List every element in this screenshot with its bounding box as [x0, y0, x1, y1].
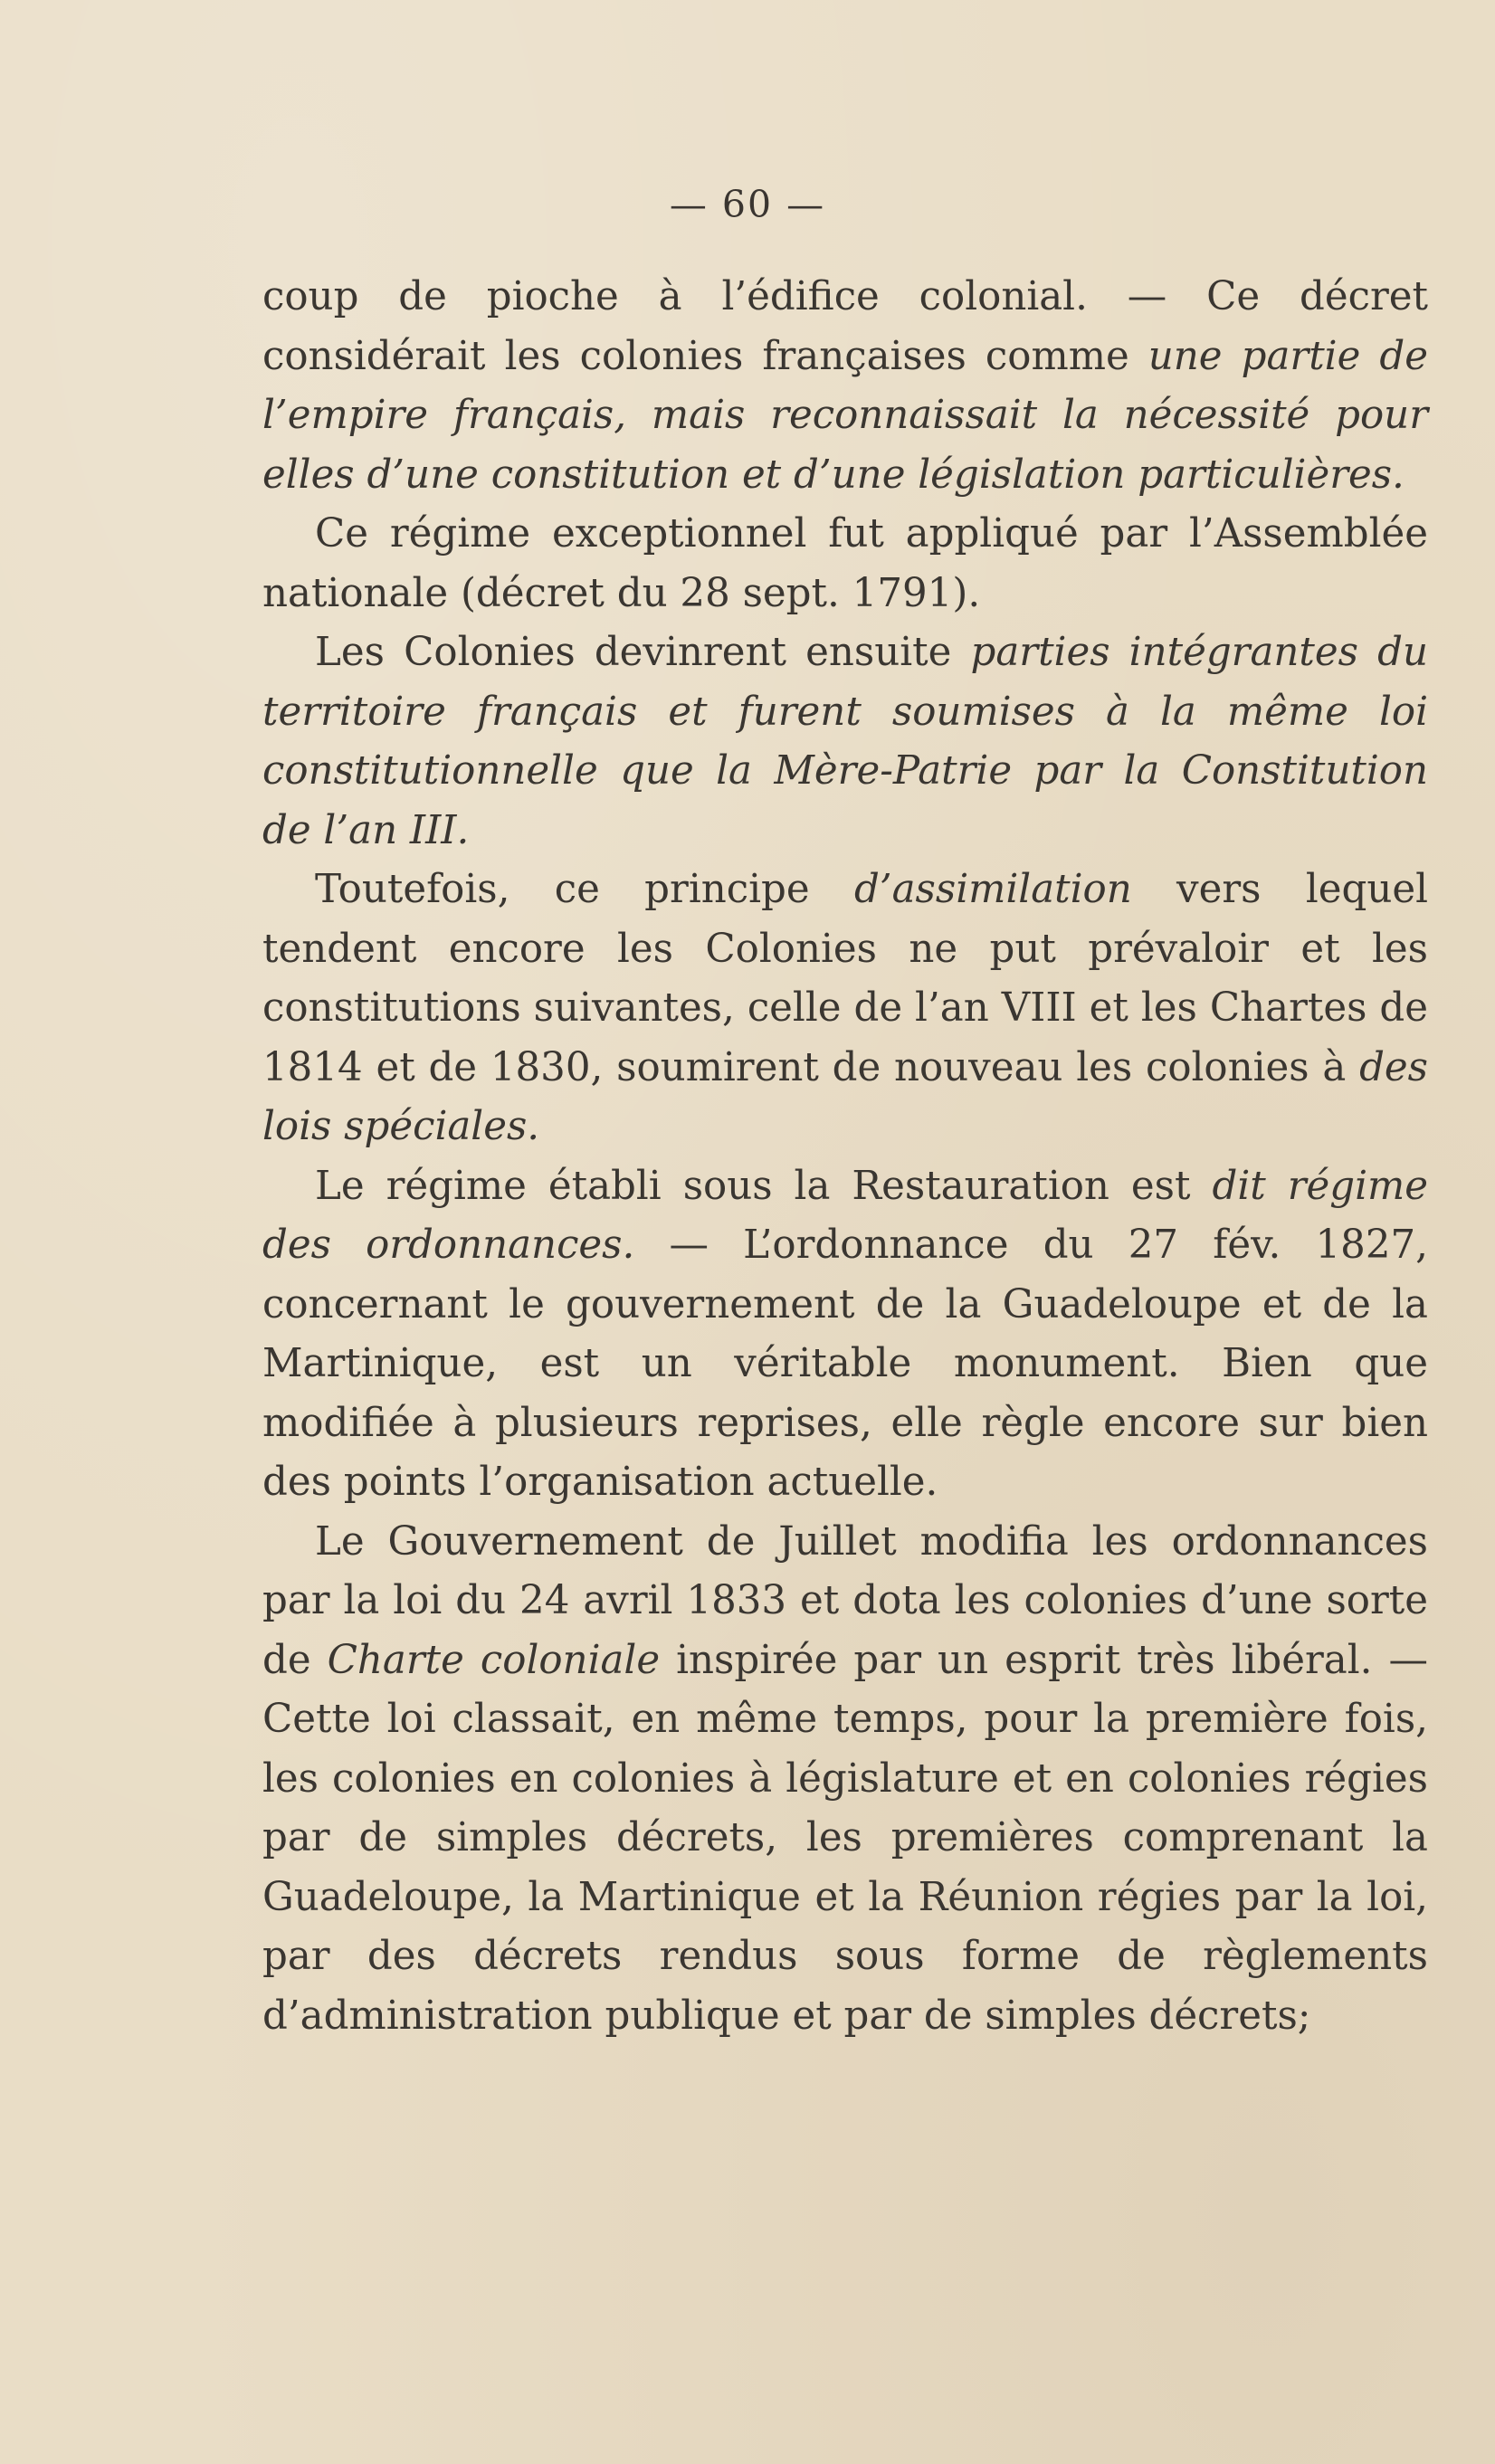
- text-segment: Toutefois, ce principe: [315, 867, 854, 912]
- paragraph: [262, 861, 1428, 1157]
- text-segment: Le Gouvernement de Juillet modifia les ordonnances par la loi du 24 avril 1833 et dota les colonies d’une sorte de: [262, 1518, 1428, 1683]
- text-segment: coup de pioche à l’édifice colonial. — Ce décret considérait les colonies françaises comme: [262, 274, 1428, 379]
- text-segment: Le régime établi sous la Restauration est: [315, 1163, 1213, 1209]
- paragraph: [262, 623, 1428, 861]
- text-segment: inspirée par un esprit très libéral. — Cette loi classait, en même temps, pour la première fois, les colonies en colonies à législature et en colonies régies par de simples décrets, les premières comprenant la Guadeloupe, la Martinique et la Réunion régies par la loi, par des décrets rendus sous forme de règlements d’administration publique et par de simples décrets;: [262, 1637, 1428, 2039]
- paragraph: [262, 505, 1428, 623]
- text-segment: — L’ordonnance du 27 fév. 1827, concernant le gouvernement de la Guadeloupe et de la Martinique, est un véritable monument. Bien que modifiée à plusieurs reprises, elle règle encore sur bien des points l’organisation actuelle.: [262, 1222, 1428, 1505]
- italic-segment: dit régime des ordonnances.: [262, 1163, 1428, 1268]
- text-segment: Les Colonies devinrent ensuite: [315, 630, 971, 675]
- italic-segment: des lois spéciales.: [262, 1044, 1428, 1149]
- page-number: — 60 —: [669, 183, 826, 226]
- text-segment: Ce régime exceptionnel fut appliqué par l’Assemblée nationale (décret du 28 sept. 1791).: [262, 511, 1428, 616]
- italic-segment: parties intégrantes du territoire français et furent soumises à la même loi constitutionnelle que la Mère-Patrie par la Constitution de l’an III.: [262, 630, 1428, 853]
- paragraph: [262, 1157, 1428, 1513]
- italic-segment: d’assimilation: [853, 867, 1132, 912]
- italic-segment: une partie de l’empire français, mais reconnaissait la nécessité pour elles d’une constitution et d’une législation particulières.: [262, 333, 1428, 498]
- text-segment: vers lequel tendent encore les Colonies ne put prévaloir et les constitutions suivantes, celle de l’an VIII et les Chartes de 1814 et de 1830, soumirent de nouveau les colonies à: [262, 867, 1428, 1090]
- italic-segment: Charte coloniale: [327, 1637, 661, 1683]
- paragraph-continuation: [262, 268, 1428, 505]
- body-text: [262, 268, 1428, 2046]
- paragraph: [262, 1513, 1428, 2047]
